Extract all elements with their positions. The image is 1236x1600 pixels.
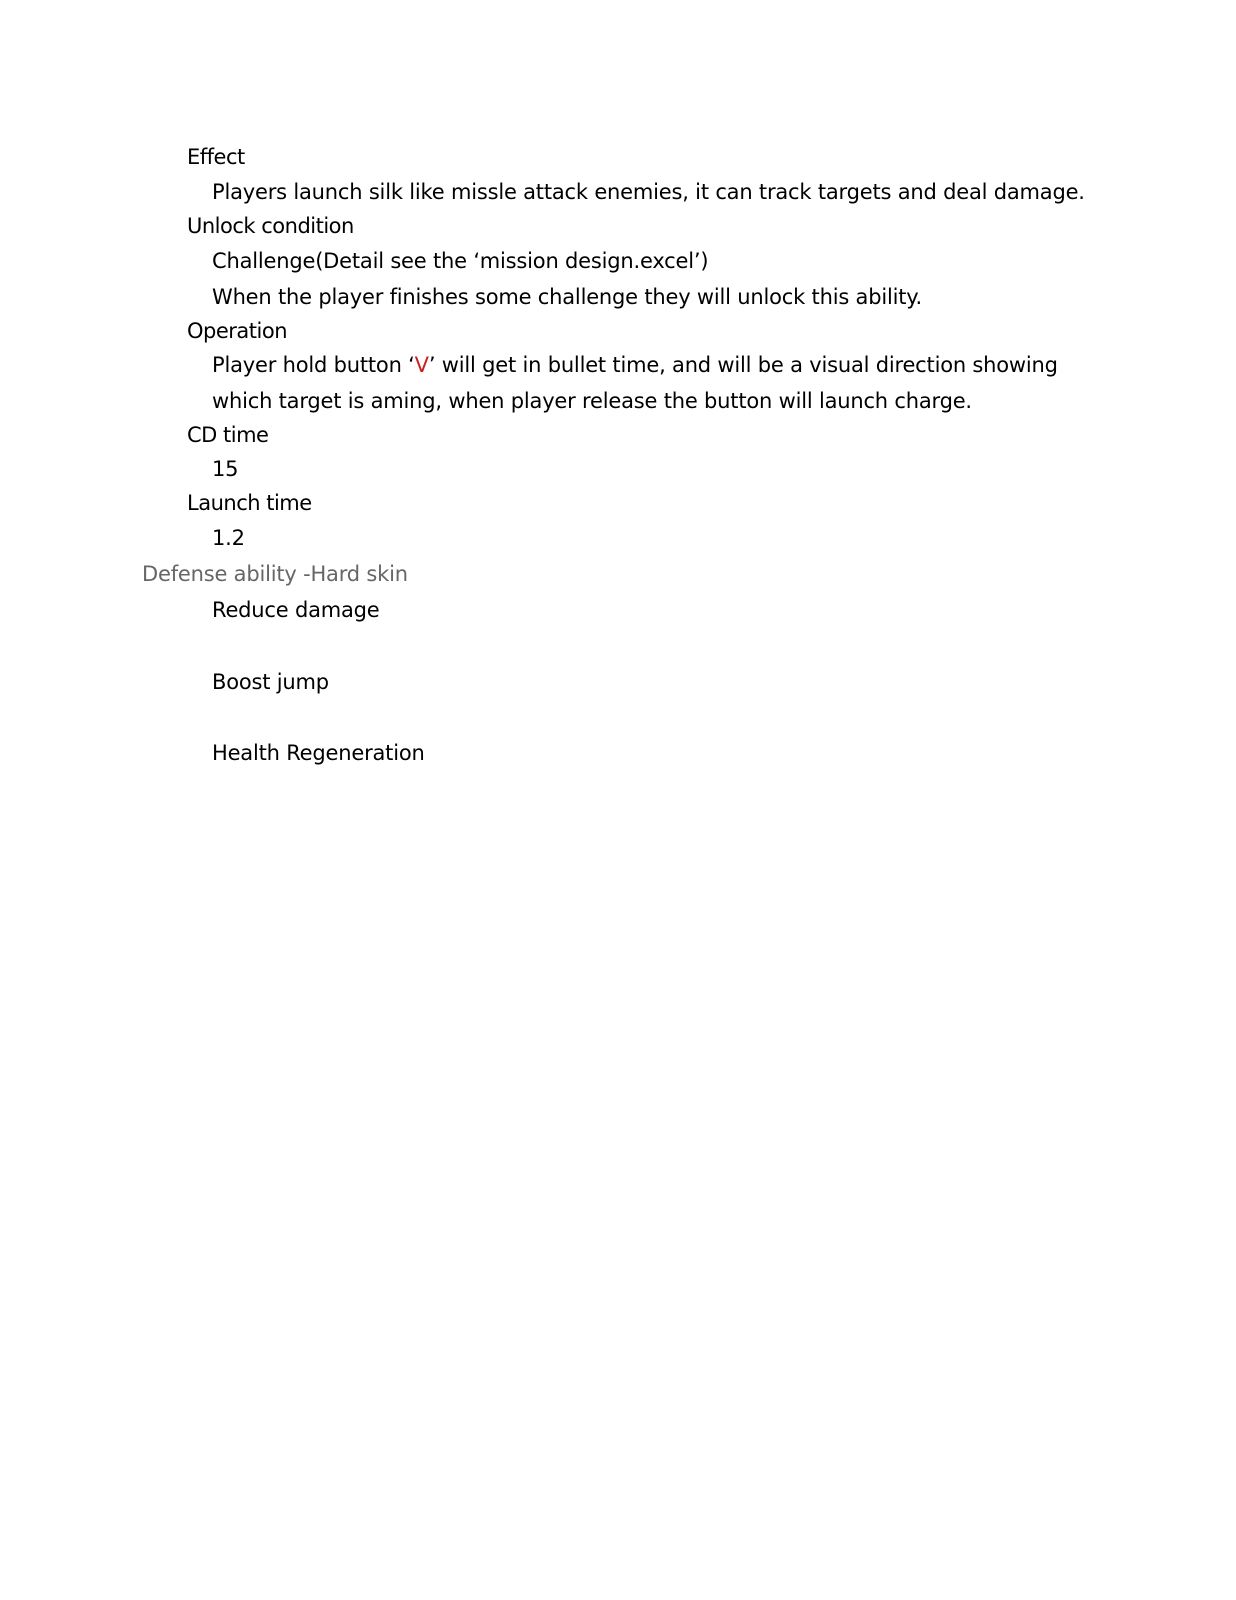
effect-description: Players launch silk like missle attack enemies, it can track targets and deal damage. [212,180,1085,204]
cd-time-value: 15 [212,457,239,481]
defense-item-reduce-damage: Reduce damage [212,598,380,622]
operation-heading: Operation [187,319,288,343]
operation-line-1 [212,351,1058,379]
launch-time-heading: Launch time [187,491,312,515]
defense-item-health-regeneration: Health Regeneration [212,741,425,765]
operation-text-after-key: ’ will get in bullet time, and will be a visual direction showing [428,353,1058,377]
unlock-condition-heading: Unlock condition [187,214,354,238]
launch-time-value: 1.2 [212,526,245,550]
defense-ability-section-title: Defense ability -Hard skin [142,562,408,586]
operation-line-2: which target is aming, when player release the button will launch charge. [212,389,972,413]
cd-time-heading: CD time [187,423,269,447]
effect-heading: Effect [187,145,245,169]
unlock-condition-description: When the player finishes some challenge they will unlock this ability. [212,285,922,309]
defense-item-boost-jump: Boost jump [212,670,329,694]
operation-text-before-key: Player hold button ‘ [212,353,415,377]
unlock-condition-challenge: Challenge(Detail see the ‘mission design.excel’) [212,249,709,273]
operation-key-v: V [414,353,429,377]
